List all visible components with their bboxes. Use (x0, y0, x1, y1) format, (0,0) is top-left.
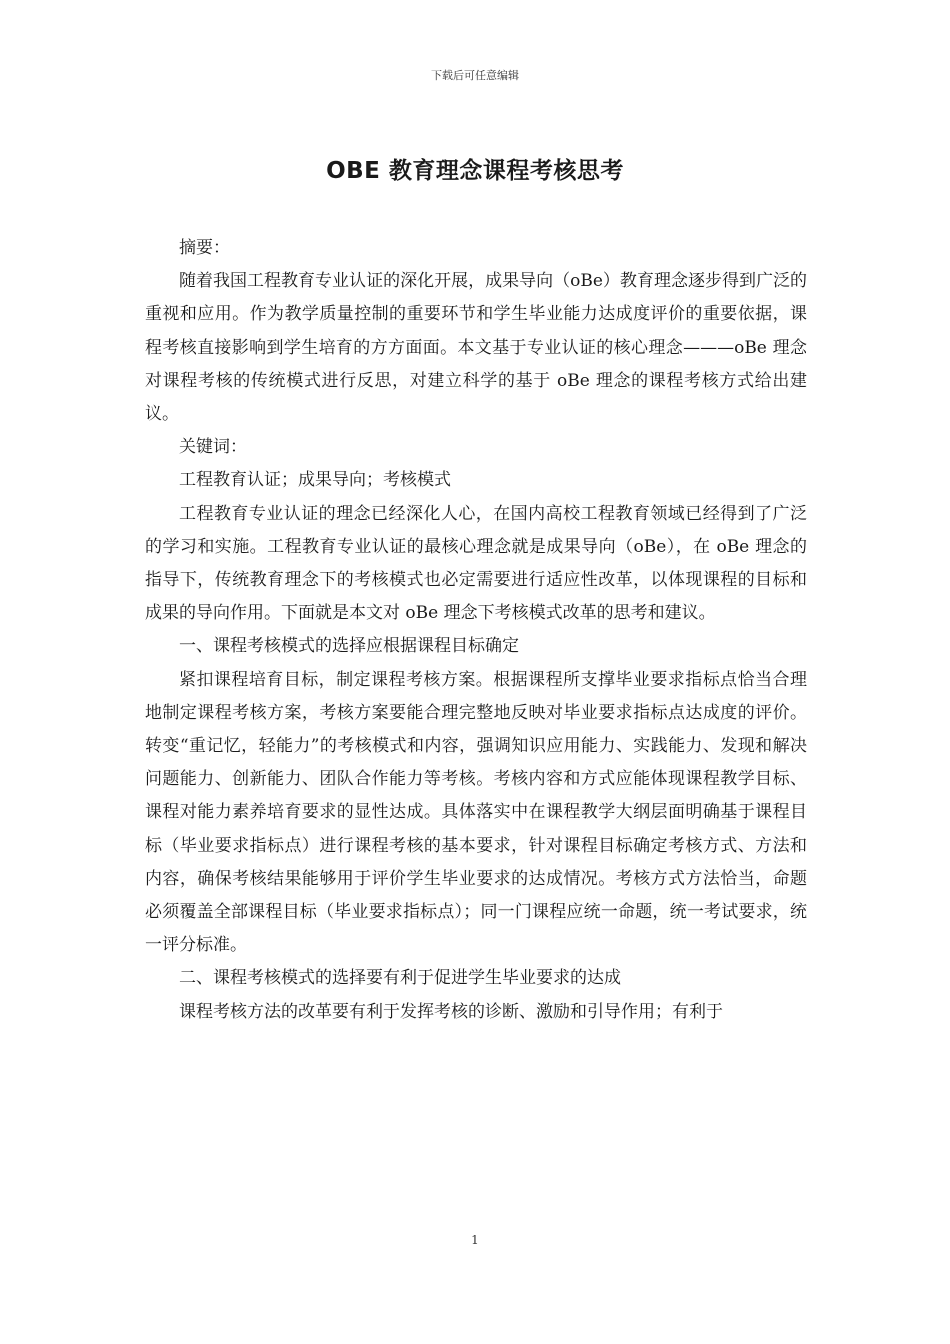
section-heading-1: 一、课程考核模式的选择应根据课程目标确定 (179, 636, 519, 657)
section-heading-2: 二、课程考核模式的选择要有利于促进学生毕业要求的达成 (179, 968, 621, 989)
section-1-paragraph: 紧扣课程培育目标，制定课程考核方案。根据课程所支撑毕业要求指标点恰当合理地制定课程考核方案，考核方案要能合理完整地反映对毕业要求指标点达成度的评价。转变“重记忆，轻能力”的考核模式和内容，强调知识应用能力、实践能力、发现和解决问题能力、创新能力、团队合作能力等考核。考核内容和方式应能体现课程教学目标、课程对能力素养培育要求的显性达成。具体落实中在课程教学大纲层面明确基于课程目标（毕业要求指标点）进行课程考核的基本要求，针对课程目标确定考核方式、方法和内容，确保考核结果能够用于评价学生毕业要求的达成情况。考核方式方法恰当，命题必须覆盖全部课程目标（毕业要求指标点）；同一门课程应统一命题，统一考试要求，统一评分标准。 (145, 669, 807, 956)
document-title: OBE 教育理念课程考核思考 (326, 158, 624, 184)
abstract-text: 随着我国工程教育专业认证的深化开展，成果导向（oBe）教育理念逐步得到广泛的重视和应用。作为教学质量控制的重要环节和学生毕业能力达成度评价的重要依据，课程考核直接影响到学生培育的方方面面。本文基于专业认证的核心理念———oBe 理念对课程考核的传统模式进行反思，对建立科学的基于 oBe 理念的课程考核方式给出建议。 (145, 271, 807, 425)
keywords-text: 工程教育认证；成果导向；考核模式 (179, 470, 451, 491)
page-number: 1 (471, 1233, 479, 1247)
document-body (145, 232, 807, 1029)
page-header: 下载后可任意编辑 (431, 69, 519, 82)
keywords-label: 关键词： (179, 437, 247, 458)
section-2-paragraph: 课程考核方法的改革要有利于发挥考核的诊断、激励和引导作用；有利于 (179, 1001, 723, 1022)
intro-paragraph: 工程教育专业认证的理念已经深化人心，在国内高校工程教育领域已经得到了广泛的学习和实施。工程教育专业认证的最核心理念就是成果导向（oBe），在 oBe 理念的指导下，传统教育理念下的考核模式也必定需要进行适应性改革，以体现课程的目标和成果的导向作用。下面就是本文对 oBe 理念下考核模式改革的思考和建议。 (145, 503, 807, 624)
abstract-label: 摘要： (179, 238, 230, 258)
